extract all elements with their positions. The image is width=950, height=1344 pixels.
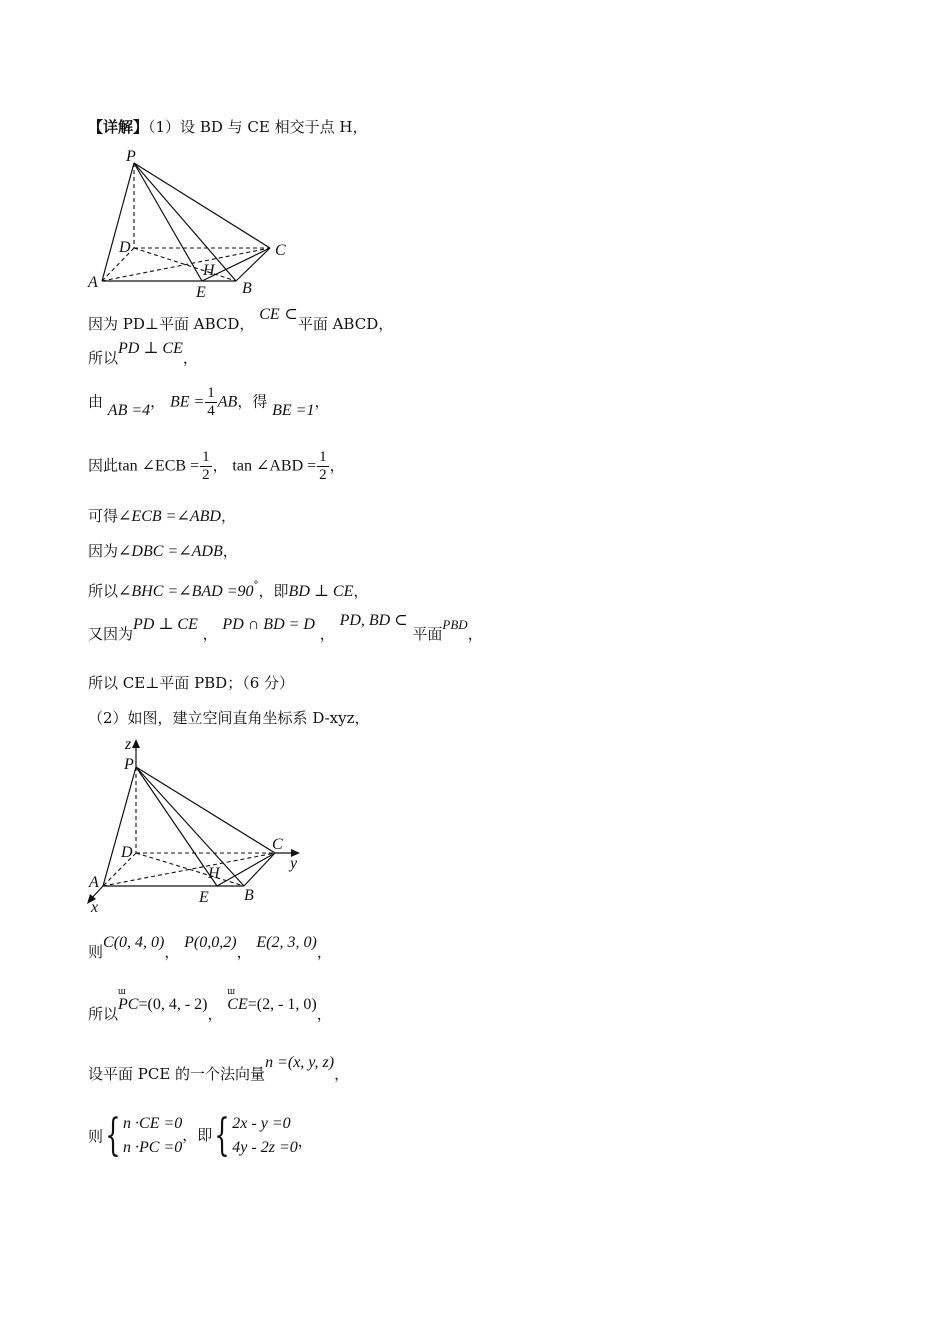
degree: ° <box>253 580 259 591</box>
section-tag: 【详解】 <box>88 118 149 136</box>
text: ， <box>222 542 238 560</box>
label-x: x <box>91 899 99 915</box>
text: 所以 <box>88 582 119 600</box>
text: 则 <box>88 1127 104 1146</box>
text: ， <box>353 582 369 600</box>
text: ， <box>212 456 228 475</box>
text: ，即 <box>182 1125 213 1144</box>
math: CE <box>259 306 280 323</box>
text: 因此 <box>88 456 119 475</box>
fraction: $\frac{1}{2}$ <box>202 449 210 483</box>
math: =(0, 4, - 2) <box>138 996 208 1013</box>
label-B: B <box>242 280 252 297</box>
label-E: E <box>199 889 209 906</box>
text: ， <box>314 392 330 411</box>
label-A: A <box>89 874 99 891</box>
math: tan ∠ABD = <box>232 457 317 475</box>
math: n =(x, y, z) <box>265 1054 335 1071</box>
proof-line-6 <box>88 541 238 562</box>
proof-line-2 <box>88 340 198 369</box>
math: ∠DBC =∠ADB <box>118 543 223 560</box>
system-line <box>88 1112 313 1160</box>
text: ，即 <box>258 582 289 600</box>
label-y: y <box>290 855 298 872</box>
proof-line-3 <box>88 385 329 420</box>
text: 所以 <box>88 349 119 367</box>
text: ， <box>150 392 166 411</box>
text: 又因为 <box>88 625 134 643</box>
math: AB <box>217 393 238 411</box>
text: ， <box>467 625 483 643</box>
text: ， <box>316 1005 332 1023</box>
vector-CE: ɯ CE <box>227 995 247 1015</box>
fraction: $\frac{1}{4}$ <box>207 385 215 419</box>
text: 所以 <box>88 1005 119 1023</box>
pyramid-figure-1 <box>84 145 304 305</box>
label-B: B <box>244 887 254 904</box>
math: C(0, 4, 0) <box>103 934 165 951</box>
text: 平面 <box>412 625 443 643</box>
part2-intro <box>88 708 370 728</box>
label-H: H <box>203 262 215 279</box>
header-line <box>88 117 367 137</box>
text: ， <box>319 625 335 643</box>
text: 可得 <box>88 507 119 525</box>
label-A: A <box>88 274 98 291</box>
text: ， <box>164 943 180 961</box>
pyramid-figure-2 <box>80 735 320 915</box>
text: 因为 PD⊥平面 ABCD， <box>88 315 255 333</box>
math: BE =1 <box>272 401 315 419</box>
proof-line-1 <box>88 306 394 335</box>
normal-vector-line <box>88 1054 350 1085</box>
text: ， <box>297 1131 313 1150</box>
left-brace-icon: { <box>105 1110 121 1161</box>
proof-line-9 <box>88 673 294 693</box>
text: ，得 <box>237 392 268 411</box>
text: 设平面 PCE 的一个法向量 <box>88 1065 266 1083</box>
math: BE = <box>169 393 205 411</box>
math: BD ⊥ CE <box>288 583 354 600</box>
part1-intro: （1）设 BD 与 CE 相交于点 H， <box>148 118 368 136</box>
label-P: P <box>126 148 136 165</box>
label-D: D <box>119 239 131 256</box>
text: ， <box>236 943 252 961</box>
math: tan ∠ECB = <box>118 457 200 475</box>
equation-system-2: 2x - y =0 4y - 2z =0 <box>232 1115 298 1156</box>
label-C: C <box>272 836 283 853</box>
math: E(2, 3, 0) <box>256 934 317 951</box>
math: PD, BD ⊂ <box>339 612 408 629</box>
math: P(0,0,2) <box>184 934 237 951</box>
math: ∠ECB =∠ABD <box>118 508 221 525</box>
vectors-line <box>88 996 332 1025</box>
text: 所以 CE⊥平面 PBD；（6 分） <box>88 674 295 692</box>
proof-line-4 <box>88 449 345 484</box>
text: 由 <box>88 392 104 411</box>
fraction: $\frac{1}{2}$ <box>319 449 327 483</box>
proof-line-5 <box>88 506 236 527</box>
text: ， <box>202 625 218 643</box>
label-H: H <box>208 865 220 882</box>
label-z: z <box>125 736 132 753</box>
proof-line-7 <box>88 576 368 602</box>
math: PD ∩ BD = D <box>222 616 315 633</box>
equation-system-1: n ·CE =0 n ·PC =0 <box>123 1115 183 1156</box>
label-P: P <box>124 756 134 773</box>
label-E: E <box>196 284 206 301</box>
text: ， <box>182 349 198 367</box>
text: （2）如图，建立空间直角坐标系 D-xyz， <box>88 709 370 727</box>
vector-PC: ɯ PC <box>118 995 138 1015</box>
proof-line-8 <box>88 612 483 645</box>
text: 因为 <box>88 542 119 560</box>
text: ， <box>316 943 332 961</box>
math: PD ⊥ CE <box>118 340 183 357</box>
text: ， <box>207 1005 223 1023</box>
label-C: C <box>275 242 286 259</box>
math: AB =4 <box>107 401 151 419</box>
math: ∠BHC =∠BAD =90 <box>118 583 254 600</box>
left-brace-icon: { <box>214 1110 230 1161</box>
math: ⊂ <box>284 306 298 323</box>
text: ， <box>334 1065 350 1083</box>
text: ， <box>329 456 345 475</box>
math: PBD <box>442 617 468 632</box>
text: 平面 ABCD， <box>297 315 394 333</box>
label-D: D <box>121 844 133 861</box>
text: 则 <box>88 943 104 961</box>
text: ， <box>220 507 236 525</box>
math: =(2, - 1, 0) <box>247 996 317 1013</box>
coords-line <box>88 934 332 963</box>
math: PD ⊥ CE <box>133 616 198 633</box>
